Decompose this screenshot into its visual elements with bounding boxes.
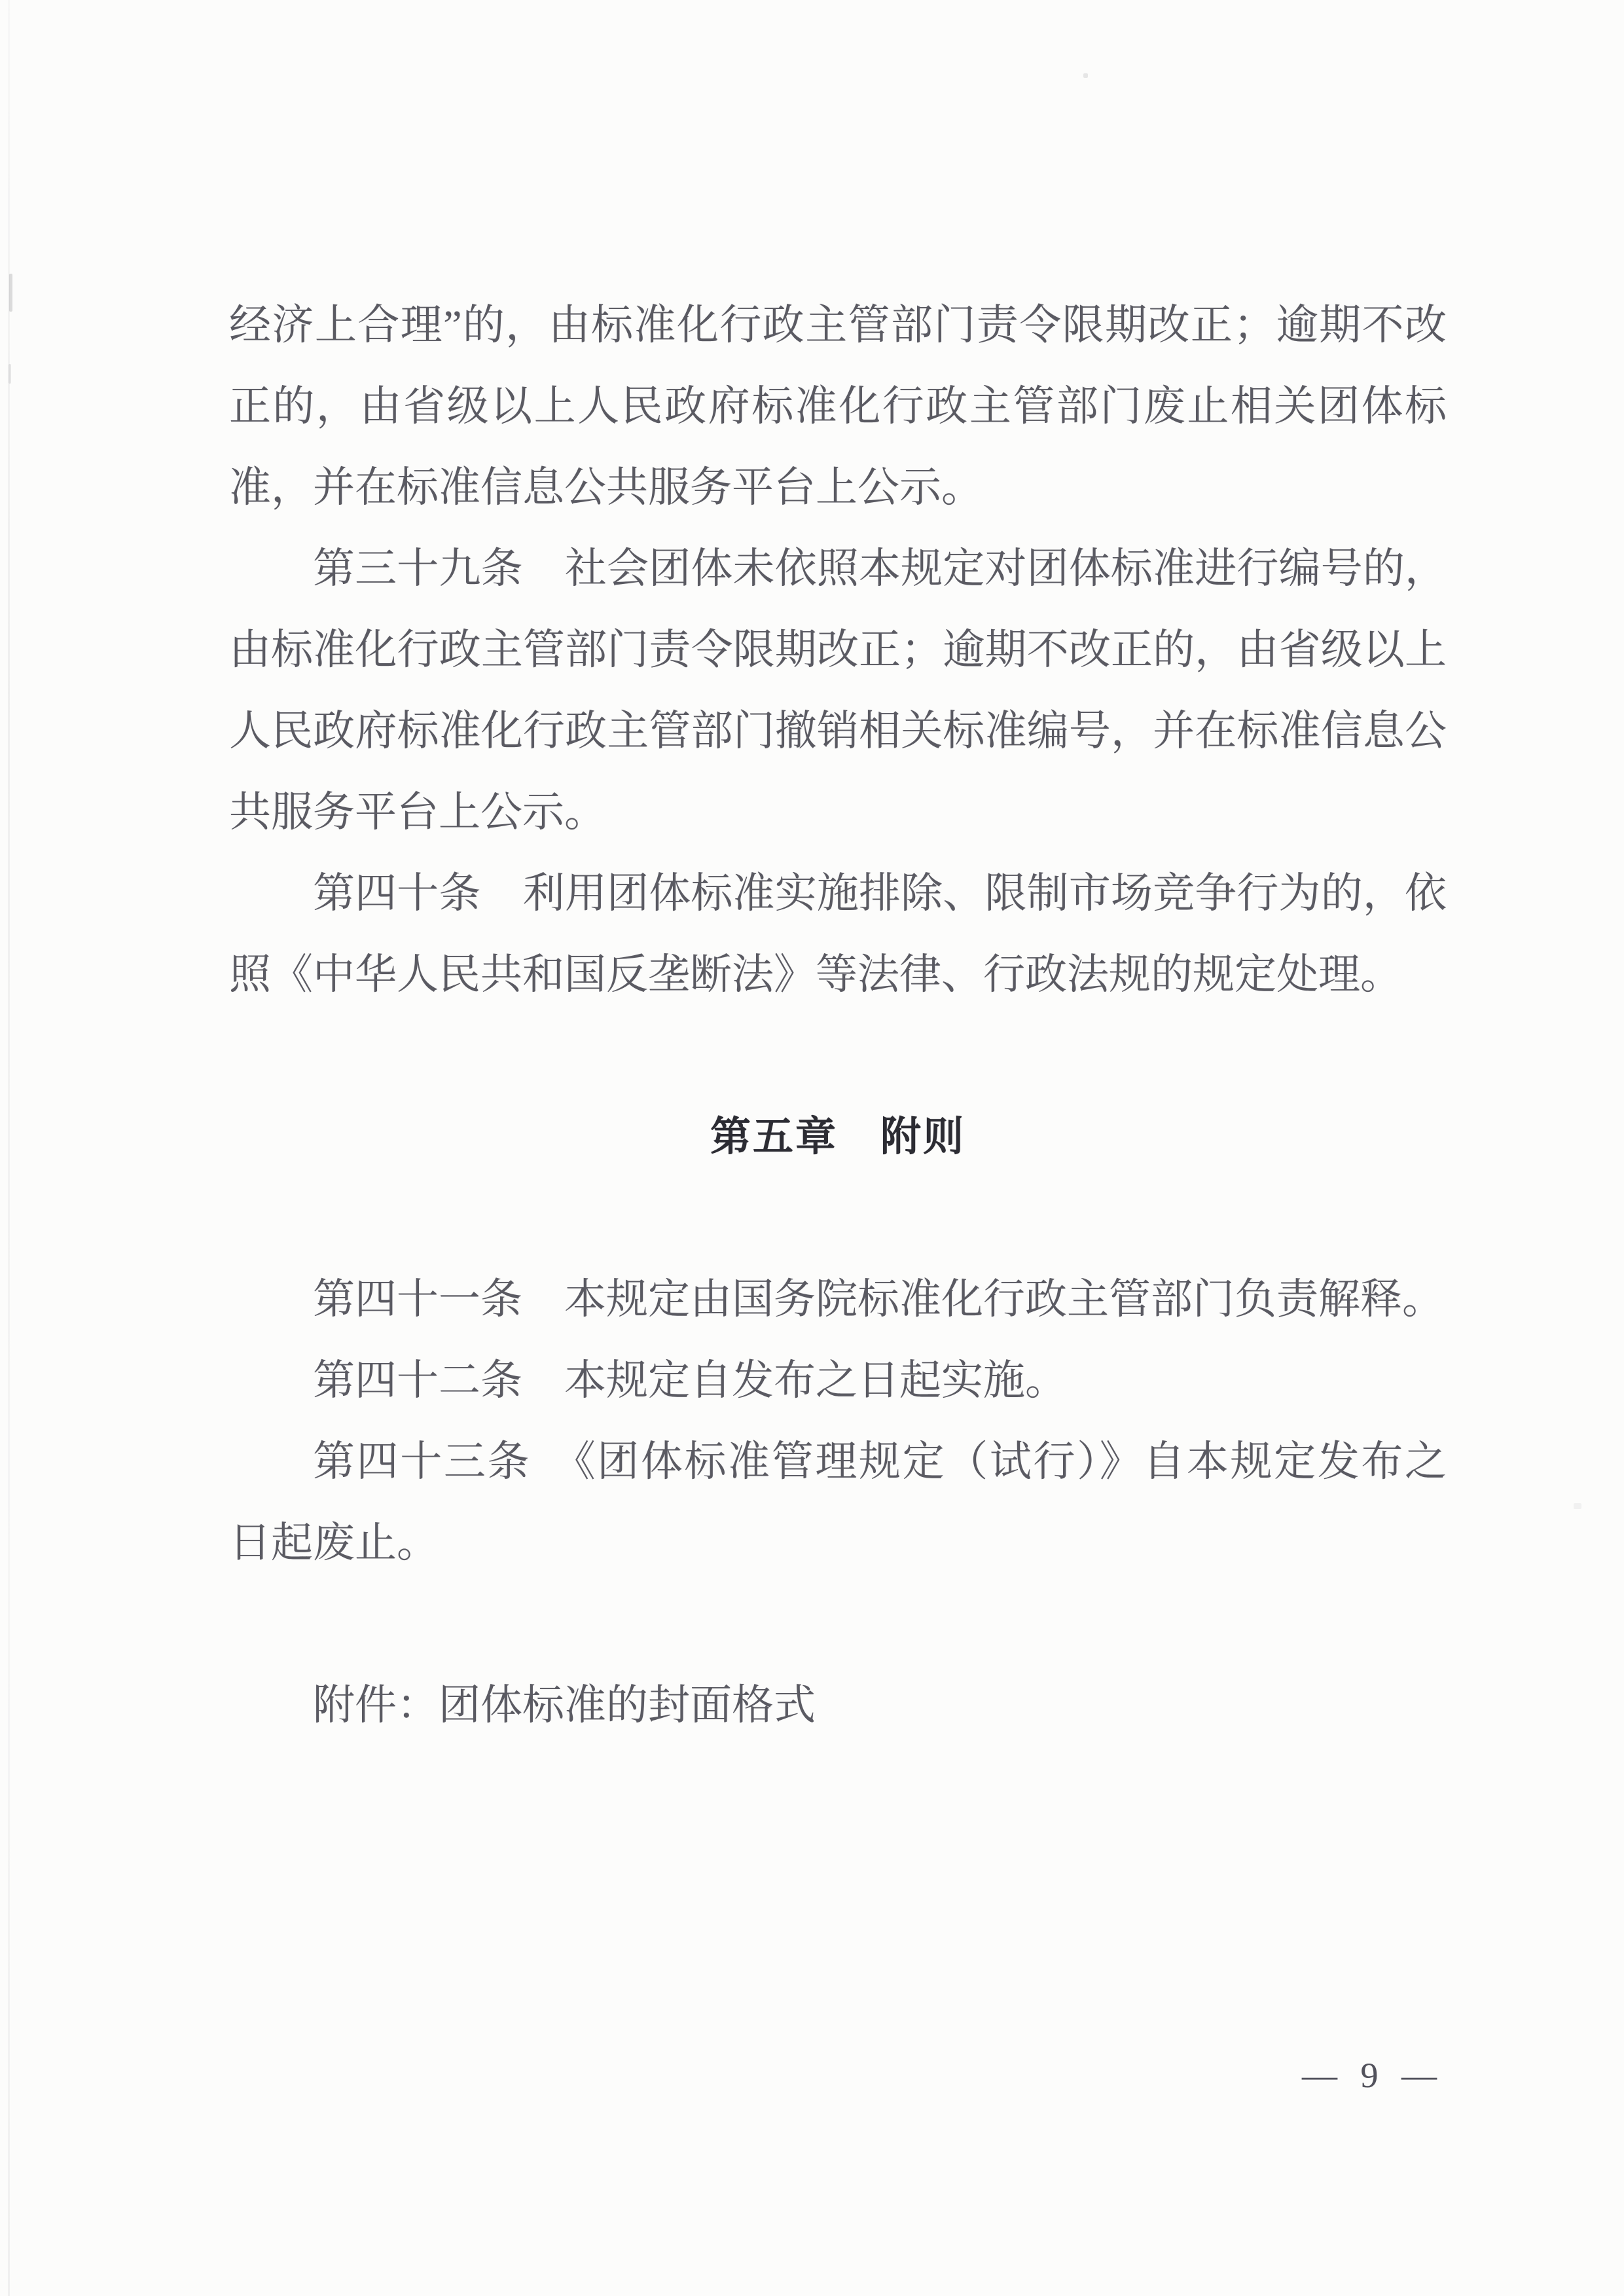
scan-speck [1083, 73, 1088, 78]
article-43-line-2: 日起废止。 [229, 1520, 439, 1566]
chapter-5-heading: 第五章 附则 [710, 1114, 965, 1159]
scan-speck [9, 274, 12, 312]
scan-speck [1574, 1503, 1581, 1509]
para-38-continuation-line-3: 准，并在标准信息公共服务平台上公示。 [229, 464, 983, 511]
article-42-line-1: 第四十二条 本规定自发布之日起实施。 [313, 1357, 1067, 1404]
scan-speck [9, 364, 11, 384]
page-number: — 9 — [1302, 2056, 1438, 2095]
article-40-line-2: 照《中华人民共和国反垄断法》等法律、行政法规的规定处理。 [229, 951, 1402, 998]
attachment-note: 附件：团体标准的封面格式 [313, 1682, 816, 1728]
article-39-line-1: 第三十九条 社会团体未依照本规定对团体标准进行编号的， [313, 545, 1447, 592]
scan-edge-artifact [8, 0, 10, 2296]
document-body [229, 285, 1447, 1746]
article-40-line-1: 第四十条 利用团体标准实施排除、限制市场竞争行为的，依 [313, 870, 1447, 917]
para-38-continuation-line-2: 正的，由省级以上人民政府标准化行政主管部门废止相关团体标 [229, 383, 1447, 429]
article-39-line-4: 共服务平台上公示。 [229, 789, 606, 835]
article-39-line-3: 人民政府标准化行政主管部门撤销相关标准编号，并在标准信息公 [229, 708, 1447, 754]
article-39-line-2: 由标准化行政主管部门责令限期改正；逾期不改正的，由省级以上 [229, 627, 1447, 673]
article-43-line-1: 第四十三条 《团体标准管理规定（试行）》自本规定发布之 [313, 1438, 1447, 1485]
para-38-continuation-line-1: 经济上合理”的，由标准化行政主管部门责令限期改正；逾期不改 [229, 302, 1447, 348]
article-41-line-1: 第四十一条 本规定由国务院标准化行政主管部门负责解释。 [313, 1276, 1444, 1322]
